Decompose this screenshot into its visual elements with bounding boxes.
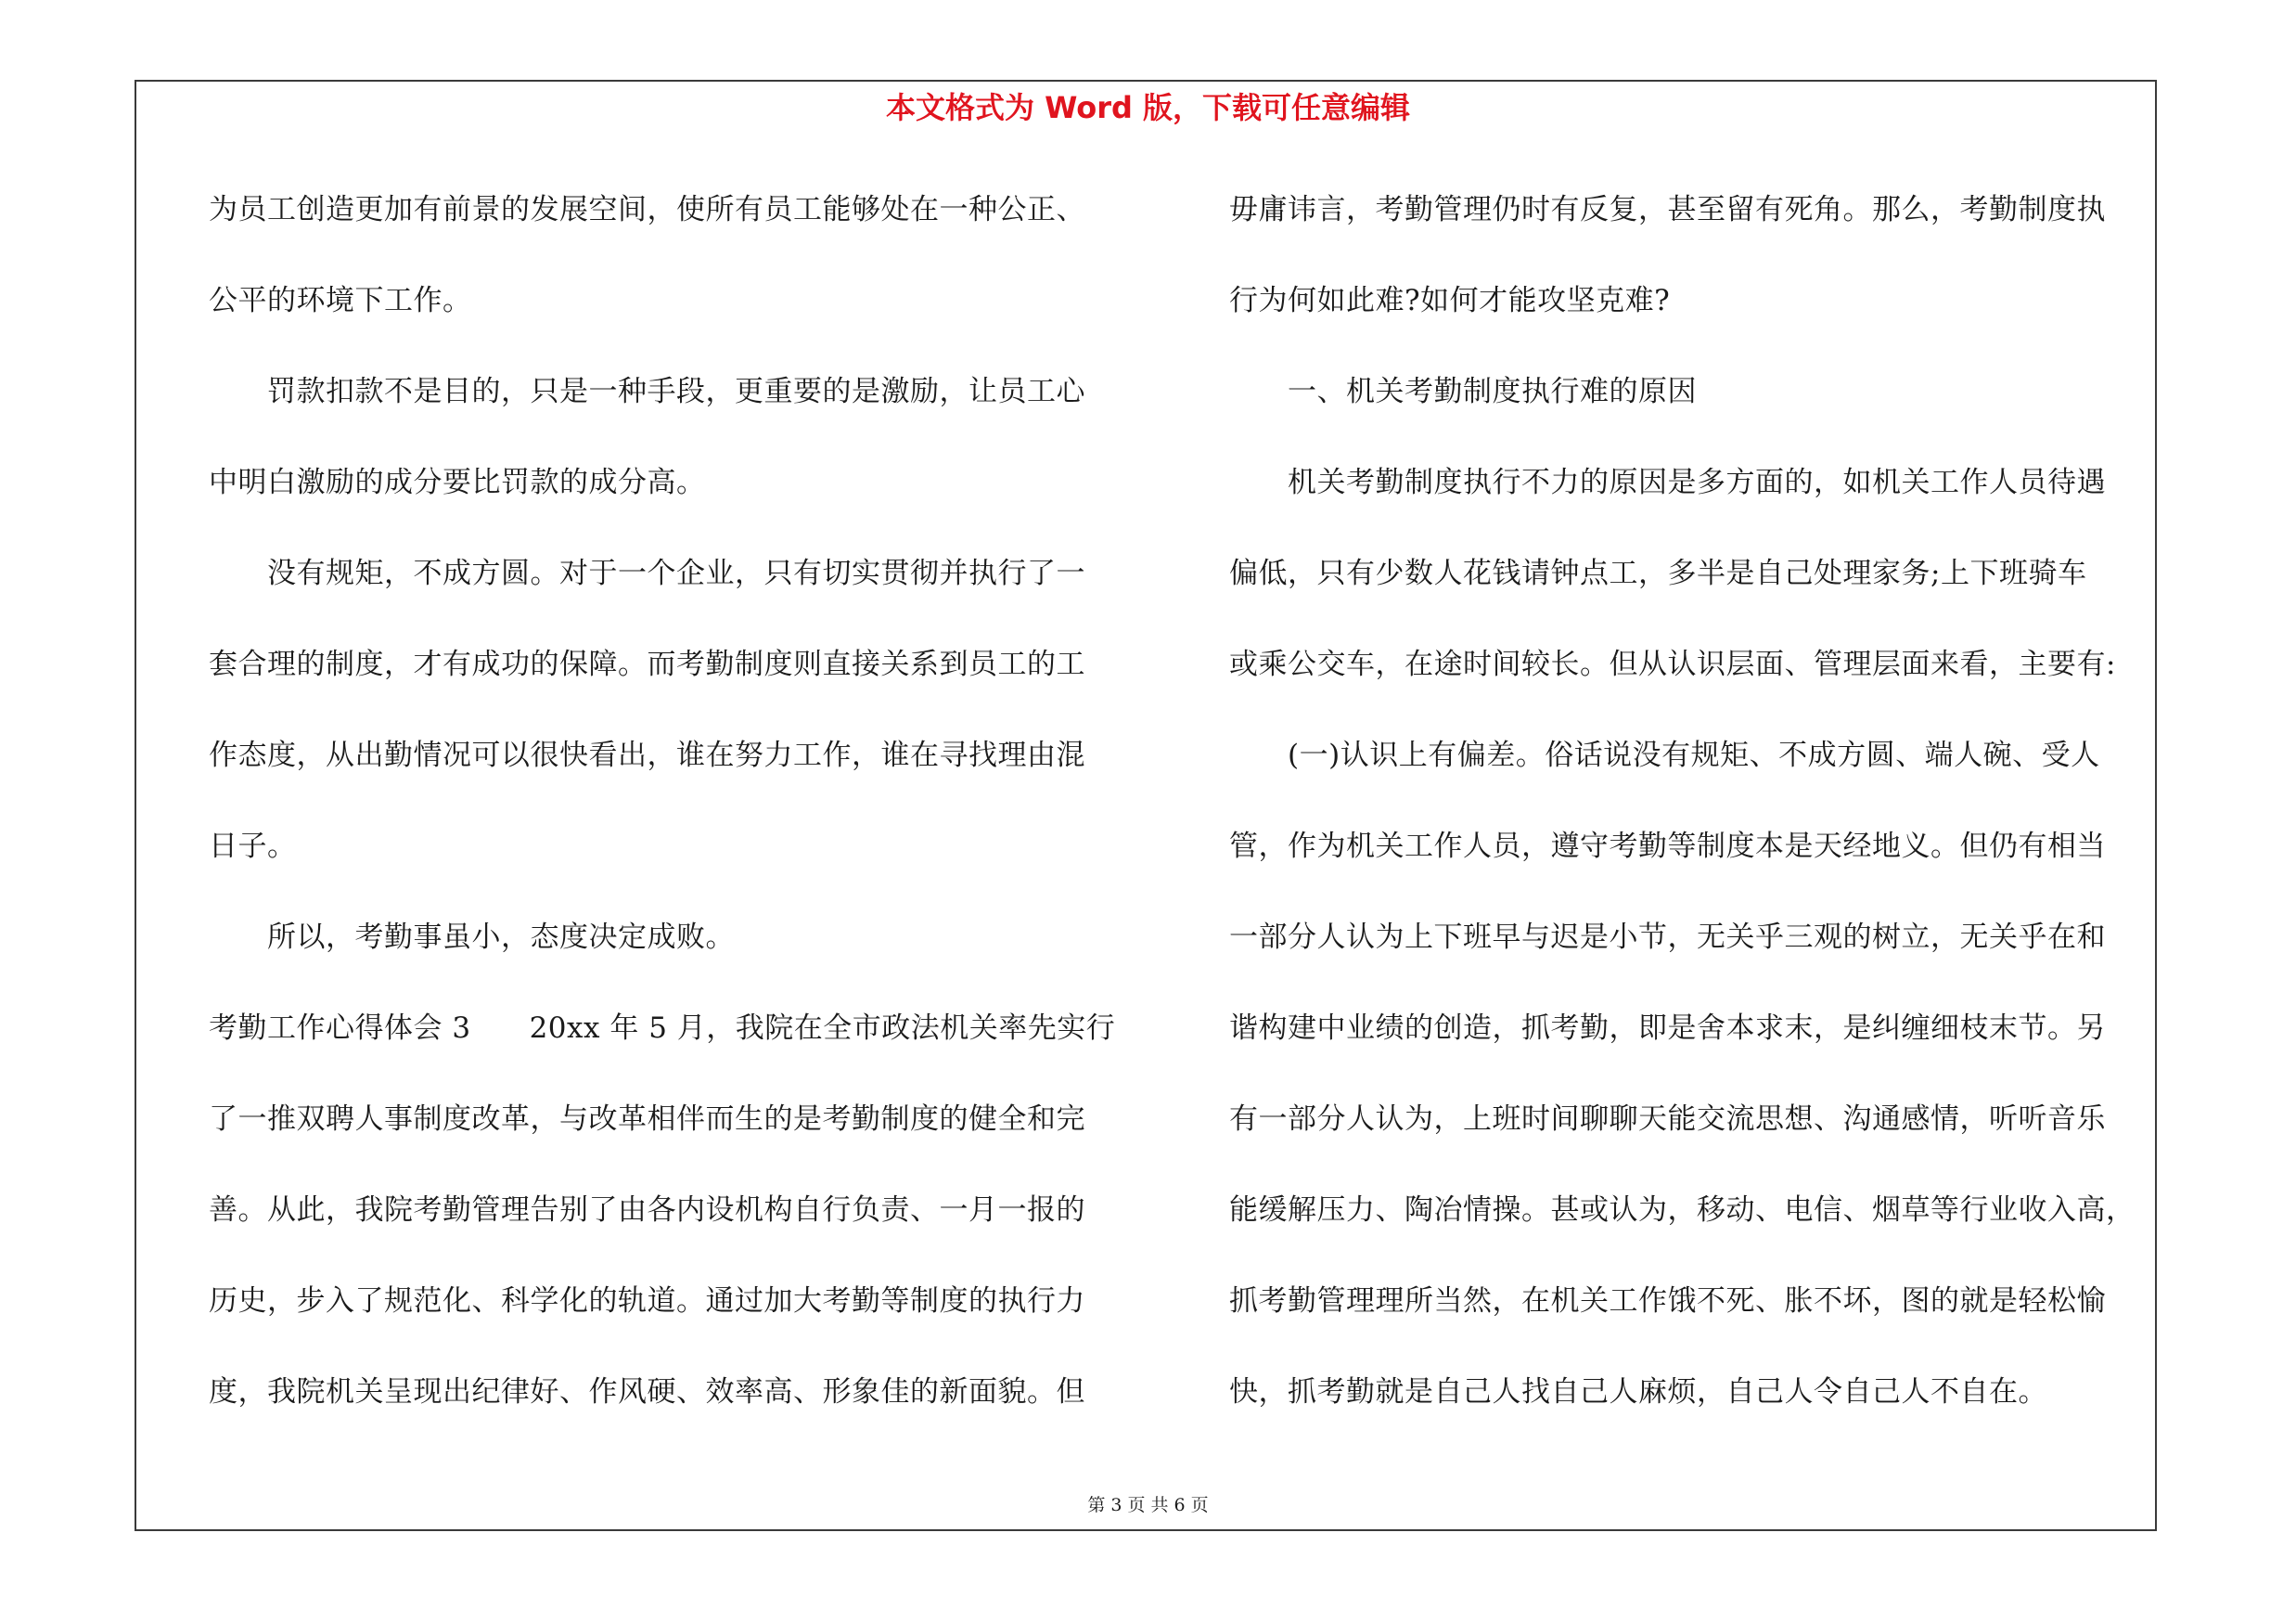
text-line: 偏低，只有少数人花钱请钟点工，多半是自己处理家务;上下班骑车 [1229,557,2087,590]
text-line: 机关考勤制度执行不力的原因是多方面的，如机关工作人员待遇 [1288,466,2106,499]
text-line: 罚款扣款不是目的，只是一种手段，更重要的是激励，让员工心 [267,375,1085,408]
text-line: 谐构建中业绩的创造，抓考勤，即是舍本求末，是纠缠细枝末节。另 [1229,1011,2106,1045]
text-line: (一)认识上有偏差。俗话说没有规矩、不成方圆、端人碗、受人 [1288,739,2100,772]
text-line: 套合理的制度，才有成功的保障。而考勤制度则直接关系到员工的工 [209,648,1085,681]
text-line: 日子。 [209,830,297,863]
text-line: 中明白激励的成分要比罚款的成分高。 [209,466,706,499]
right-column [1229,182,2148,1455]
text-line: 了一推双聘人事制度改革，与改革相伴而生的是考勤制度的健全和完 [209,1102,1085,1136]
text-line: 没有规矩，不成方圆。对于一个企业，只有切实贯彻并执行了一 [267,557,1085,590]
text-line: 历史，步入了规范化、科学化的轨道。通过加大考勤等制度的执行力 [209,1284,1085,1318]
text-line: 为员工创造更加有前景的发展空间，使所有员工能够处在一种公正、 [209,193,1085,226]
text-line: 有一部分人认为，上班时间聊聊天能交流思想、沟通感情，听听音乐 [1229,1102,2106,1136]
text-line: 毋庸讳言，考勤管理仍时有反复，甚至留有死角。那么，考勤制度执 [1229,193,2106,226]
text-line: 善。从此，我院考勤管理告别了由各内设机构自行负责、一月一报的 [209,1193,1085,1227]
text-line: 管，作为机关工作人员，遵守考勤等制度本是天经地义。但仍有相当 [1229,830,2106,863]
text-line: 或乘公交车，在途时间较长。但从认识层面、管理层面来看，主要有: [1229,648,2116,681]
section-heading-line: 考勤工作心得体会 3 20xx 年 5 月，我院在全市政法机关率先实行 [209,1011,1116,1045]
text-line: 一部分人认为上下班早与迟是小节，无关乎三观的树立，无关乎在和 [1229,921,2106,954]
page-number: 第 3 页 共 6 页 [1087,1495,1209,1515]
section-heading-line: 一、机关考勤制度执行难的原因 [1288,375,1697,408]
text-line: 能缓解压力、陶冶情操。甚或认为，移动、电信、烟草等行业收入高， [1229,1193,2136,1227]
text-line: 所以，考勤事虽小，态度决定成败。 [267,921,735,954]
text-line: 度，我院机关呈现出纪律好、作风硬、效率高、形象佳的新面貌。但 [209,1375,1085,1409]
text-line: 快，抓考勤就是自己人找自己人麻烦，自己人令自己人不自在。 [1229,1375,2047,1409]
text-line: 公平的环境下工作。 [209,284,472,317]
left-column [209,182,1127,1455]
text-line: 作态度，从出勤情况可以很快看出，谁在努力工作，谁在寻找理由混 [209,739,1085,772]
text-line: 抓考勤管理理所当然，在机关工作饿不死、胀不坏，图的就是轻松愉 [1229,1284,2106,1318]
text-line: 行为何如此难?如何才能攻坚克难? [1229,284,1671,317]
format-banner: 本文格式为 Word 版，下载可任意编辑 [885,90,1411,125]
